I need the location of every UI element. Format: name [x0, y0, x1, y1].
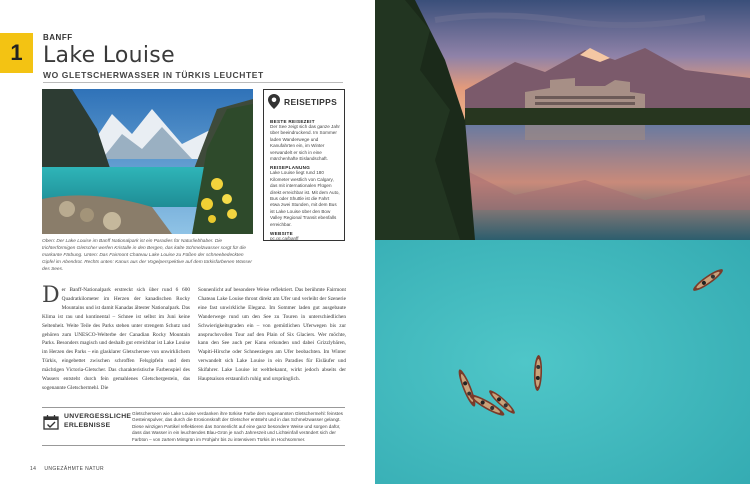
chapter-number-badge: 1 — [0, 33, 33, 73]
tip-text-website: pc.gc.ca/banff — [270, 236, 299, 242]
page-footer — [30, 466, 112, 472]
tip-text-season: Der See zeigt sich das ganze Jahr über beeindruckend. Im Sommer laden Wanderwege und Kanufahrten ein, im Winter verwandelt er sich in eine märchenhafte Eislandschaft. — [270, 124, 340, 162]
body-column-1 — [42, 283, 190, 393]
travel-tips-title: REISETIPPS — [284, 97, 338, 107]
chateau-sunset-photo — [375, 0, 750, 240]
travel-tips-body — [270, 116, 340, 243]
travel-tips-header — [268, 94, 340, 112]
experience-text: Gletscherseen wie Lake Louise verdanken ihre türkise Farbe dem sogenannten Gletschermehl: feinstes Gesteinspulver, das durch die Erosionskraft der Gletscher entsteht und in das Schmelzwasser gelangt. Diese winzigen Partikel reflektieren das Sonnenlicht auf eine ganz besondere Weise und sorgen dafür, dass das Wasser in ein leuchtendes Blau-Grün je nach Jahreszeit und Lichteinfall verändert sich der Farbton – von zartem Mintgrün im Frühjahr bis zu intensivem Türkis im Hochsommer. — [132, 411, 343, 442]
canoes-aerial-photo — [375, 240, 750, 484]
right-page — [375, 0, 750, 484]
body-column-2 — [198, 286, 346, 384]
travel-tips-box — [263, 89, 345, 241]
region-label: BANFF — [43, 33, 73, 42]
experience-label — [64, 413, 131, 430]
body-text-1: er Banff-Nationalpark erstreckt sich über rund 6 600 Quadratkilometer im Herzen der kanadischen Rocky Mountains und ist damit Kanadas ältester Nationalpark. Das Klima ist rau und kontinental – Schnee ist selbst im Juni keine Seltenheit. Weite Teile des Parks stehen unter strengem Schutz und gehören zum UNESCO-Welterbe der Canadian Rocky Mountain Parks. Besonders magisch und deshalb gut erreichbar ist Lake Louise im Herzen des Parks – ein glasklarer Gletschersee von unwirklichem Türkis, eingebettet zwischen schroffen Felsgipfeln und dem mächtigen Victoria-Gletscher. Das charakteristische Farbenspiel des Wassers entsteht durch fein gemahlenes Gletschergestein, das sogenannte Gletschermehl. Die — [42, 287, 190, 391]
experience-label-line1: UNVERGESSLICHE — [64, 413, 132, 420]
experience-label-line2: ERLEBNISSE — [64, 421, 111, 429]
drop-cap: D — [42, 283, 60, 308]
photo-caption: Oben: Der Lake Louise im Banff Nationalpark ist ein Paradies für Naturliebhaber. Die trichterförmigen Gletscher werfen Kristalle in den Bergen, das kalte Schmelzwasser sorgt für die markante Färbung. Unten: Das Fairmont Chateau Lake Louise zu Füßen der schneebedeckten Gipfel im Abendrot. Rechts unten: Kanus aus der Vogelperspektive auf dem türkisfarbenen Wasser des Sees. — [42, 239, 252, 272]
tip-heading-planning: REISEPLANUNG — [270, 165, 311, 171]
lake-photo — [42, 89, 253, 234]
experience-box — [42, 407, 345, 446]
page-title: Lake Louise — [43, 43, 175, 68]
tip-heading-season: BESTE REISEZEIT — [270, 119, 315, 124]
body-text-2: Sonnenlicht auf besondere Weise reflektiert. Das berühmte Fairmont Chateau Lake Louise thront direkt am Ufer und verleiht der Szenerie eine fast unwirkliche Eleganz. Im Sommer laden gut ausgebaute Wanderwege rund um den See zu Touren in unterschiedlichen Schwierigkeitsgraden ein – von gemütlichen Uferwegen bis zur anspruchsvollen Tour auf den Plain of Six Glaciers. Wer möchte, kann den See auch per Kanu erkunden und dabei Grizzlybären, Wapiti-Hirsche oder Schneeziegen am Ufer beobachten. Im Winter verwandelt sich Lake Louise in ein Paradies für Eisläufer und Skifahrer. Lake Louise ist weltbekannt, wirkt jedoch abseits der Hauptsaison erstaunlich ruhig und ursprünglich. — [198, 287, 346, 383]
tip-text-planning: Lake Louise liegt rund 180 Kilometer westlich von Calgary, das mit internationalen Flügen direkt erreichbar ist. Mit dem Auto, Bus oder Shuttle ist die Fahrt etwa zwei Stunden, mit dem Bus ist Lake Louise über den Bow Valley Regional Transit ebenfalls erreichbar. — [270, 170, 340, 227]
page-number: 14 — [30, 466, 37, 472]
page-subtitle: WO GLETSCHERWASSER IN TÜRKIS LEUCHTET — [43, 70, 264, 80]
calendar-check-icon — [43, 414, 59, 430]
tip-heading-website: WEBSITE — [270, 231, 294, 237]
title-divider — [43, 82, 343, 83]
footer-section: UNGEZÄHMTE NATUR — [44, 466, 105, 472]
map-pin-icon — [268, 94, 280, 109]
